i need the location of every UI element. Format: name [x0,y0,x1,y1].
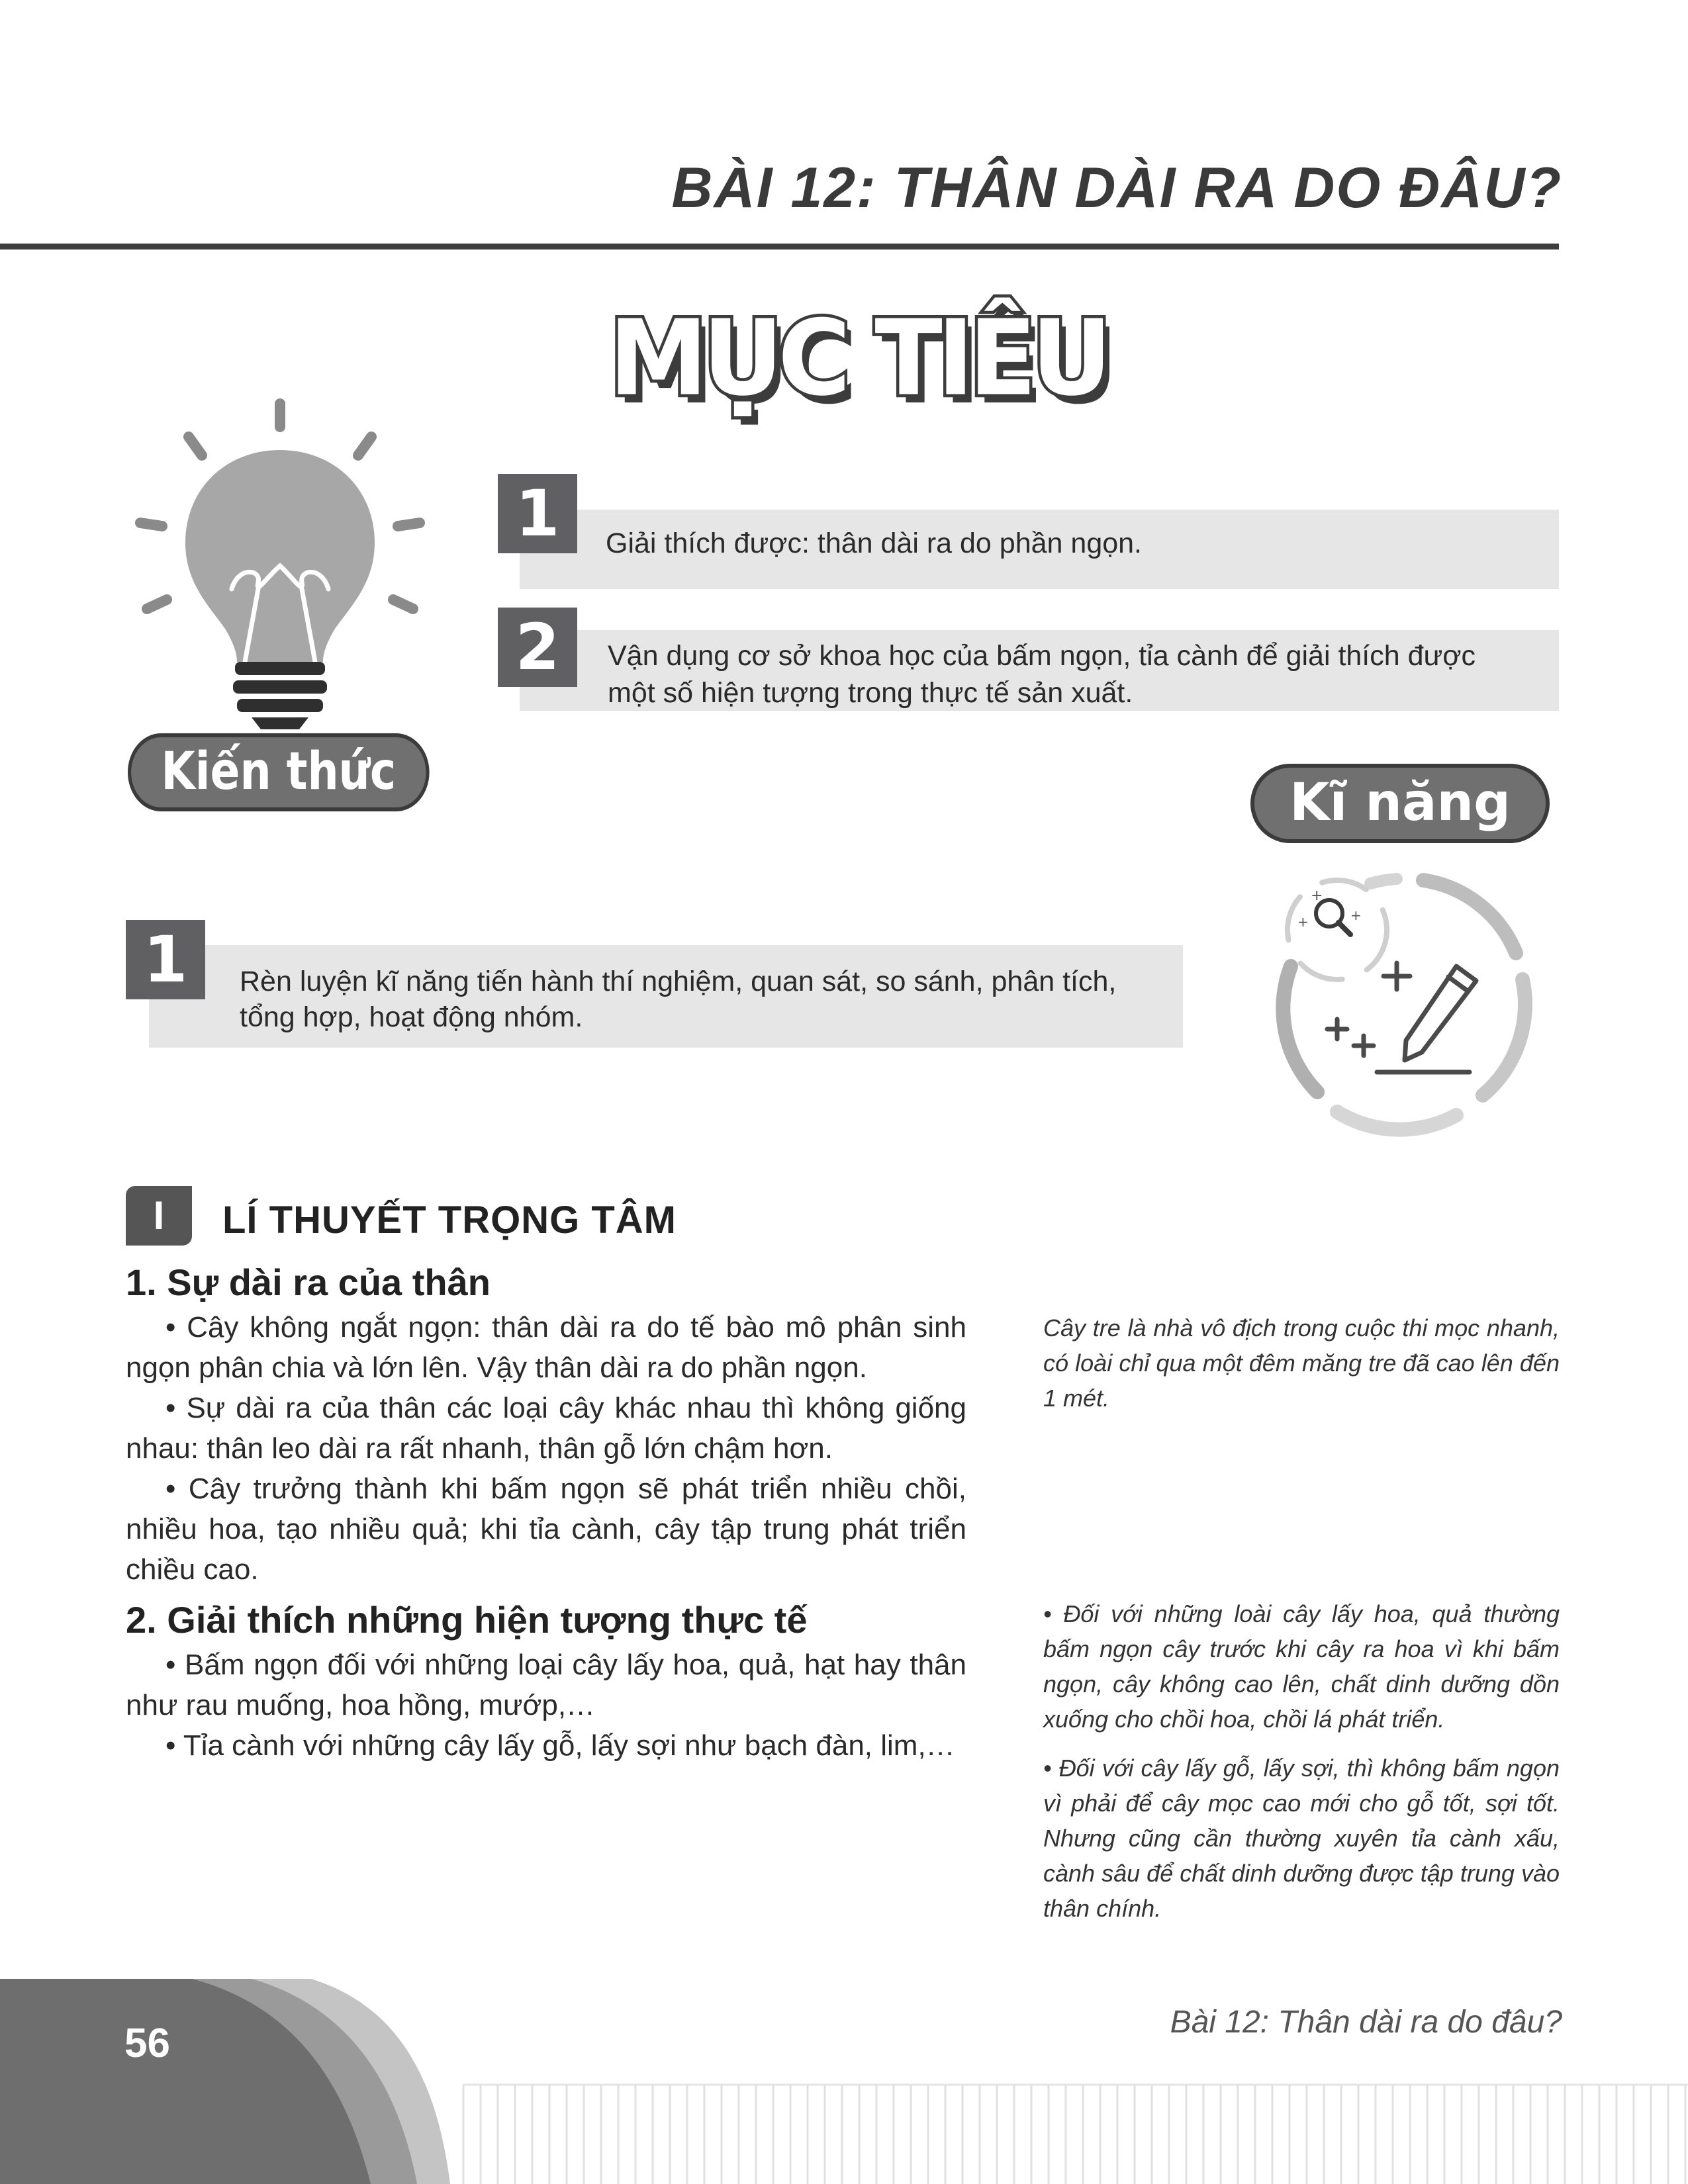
lightbulb-icon [126,390,437,735]
title-divider [0,244,1559,250]
subheading: 2. Giải thích những hiện tượng thực tế [126,1599,808,1641]
objective-text: Vận dụng cơ sở khoa học của bấm ngọn, tỉa cành để giải thích được [608,640,1476,672]
side-note: Cây tre là nhà vô địch trong cuộc thi mọc nhanh, có loài chỉ qua một đêm măng tre đã cao lên đến 1 mét. [1043,1314,1560,1412]
svg-text:+: + [1350,907,1362,923]
objectives-heading: MỤC TIÊU [609,298,1107,420]
lesson-title: BÀI 12: THÂN DÀI RA DO ĐÂU? [671,156,1562,220]
objective-number: 1 [498,474,577,553]
objective-number: 1 [126,920,205,999]
objective-number: 2 [498,608,577,687]
paragraph: • Bấm ngọn đối với những loại cây lấy hoa, quả, hạt hay thân như rau muống, hoa hồng, mướp,… [126,1649,966,1721]
objective-text: tổng hợp, hoạt động nhóm. [240,1001,583,1033]
objective-text: một số hiện tượng trong thực tế sản xuất. [608,677,1133,709]
pencil-magnifier-icon [1258,854,1549,1145]
running-title: Bài 12: Thân dài ra do đâu? [1170,2005,1562,2040]
paragraph: • Sự dài ra của thân các loại cây khác nhau thì không giống nhau: thân leo dài ra rất nhanh, thân gỗ lớn chậm hơn. [126,1392,966,1465]
page-number: 56 [124,2021,170,2066]
paragraph: • Tỉa cành với những cây lấy gỗ, lấy sợi như bạch đàn, lim,… [165,1729,955,1762]
skills-label: Kĩ năng [1250,764,1550,843]
objective-text: Rèn luyện kĩ năng tiến hành thí nghiệm, quan sát, so sánh, phân tích, [240,966,1117,997]
section-title: LÍ THUYẾT TRỌNG TÂM [222,1199,677,1242]
side-note: • Đối với những loài cây lấy hoa, quả thường bấm ngọn cây trước khi cây ra hoa vì khi bấm ngọn, cây không cao lên, chất dinh dưỡng dồn xuống cho chồi hoa, chồi lá phát triển. [1043,1600,1560,1733]
paragraph: • Cây không ngắt ngọn: thân dài ra do tế bào mô phân sinh ngọn phân chia và lớn lên. Vậy thân dài ra do phần ngọn. [126,1311,966,1384]
paragraph: • Cây trưởng thành khi bấm ngọn sẽ phát triển nhiều chồi, nhiều hoa, tạo nhiều quả; khi tỉa cành, cây tập trung phát triển chiều cao. [126,1473,966,1586]
objective-text: Giải thích được: thân dài ra do phần ngọn. [606,527,1143,559]
subheading: 1. Sự dài ra của thân [126,1261,491,1303]
section-number: I [126,1186,192,1246]
svg-text:+: + [1297,914,1309,930]
side-note: • Đối với cây lấy gỗ, lấy sợi, thì không bấm ngọn vì phải để cây mọc cao mới cho gỗ tốt, sợi tốt. Nhưng cũng cần thường xuyên tỉa cành xấu, cành sâu để chất dinh dưỡng được tập trung vào thân chính. [1043,1754,1560,1922]
knowledge-label: Kiến thức [128,733,430,811]
svg-text:+: + [1311,887,1323,904]
